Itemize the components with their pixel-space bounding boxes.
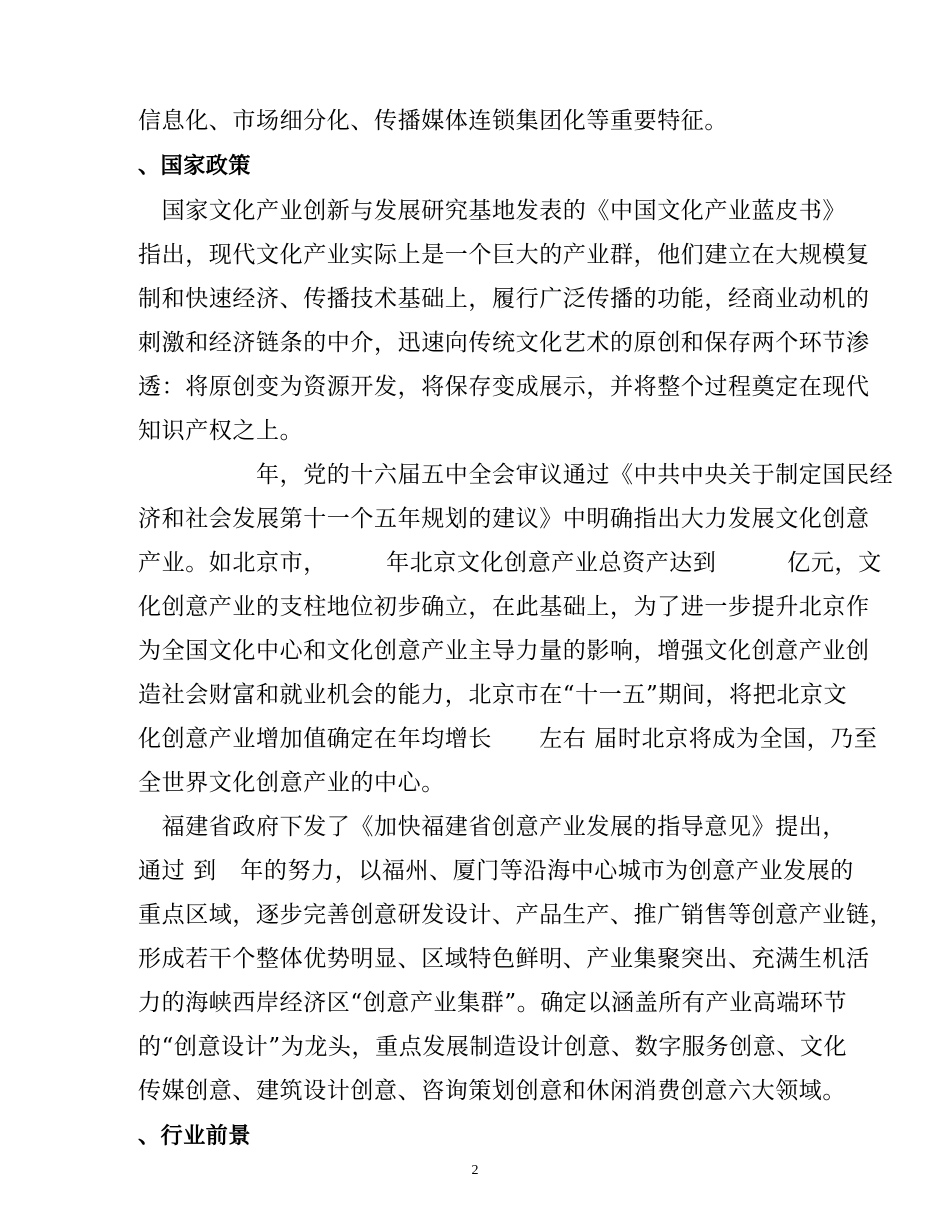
section-heading: 、行业前景 [138,1124,252,1149]
text-line: 力的海峡西岸经济区“创意产业集群”。确定以涵盖所有产业高端环节 [138,990,848,1016]
text-line: 形成若干个整体优势明显、区域特色鲜明、产业集聚突出、充满生机活 [138,946,870,972]
text-line: 福建省政府下发了《加快福建省创意产业发展的指导意见》提出， [138,814,846,840]
text-line: 为全国文化中心和文化创意产业主导力量的影响，增强文化创意产业创 [138,638,870,664]
text-line: 全世界文化创意产业的中心。 [138,770,445,796]
text-line: 造社会财富和就业机会的能力，北京市在“十一五”期间，将把北京文 [138,682,848,708]
text-line: 知识产权之上。 [138,418,304,444]
text-line: 刺激和经济链条的中介，迅速向传统文化艺术的原创和保存两个环节渗 [138,330,870,356]
text-line: 传媒创意、建筑设计创意、咨询策划创意和休闲消费创意六大领域。 [138,1078,846,1104]
text-line: 指出，现代文化产业实际上是一个巨大的产业群，他们建立在大规模复 [138,242,870,268]
text-line: 透：将原创变为资源开发，将保存变成展示，并将整个过程奠定在现代 [138,374,870,400]
page-number: 2 [471,1163,479,1178]
text-line: 产业。如北京市， 年北京文化创意产业总资产达到 亿元，文 [138,550,882,576]
text-line: 重点区域，逐步完善创意研发设计、产品生产、推广销售等创意产业链， [138,902,894,928]
section-heading: 、国家政策 [138,154,252,179]
text-line: 国家文化产业创新与发展研究基地发表的《中国文化产业蓝皮书》 [138,198,846,224]
text-line: 通过 到 年的努力，以福州、厦门等沿海中心城市为创意产业发展的 [138,858,854,884]
text-line: 信息化、市场细分化、传播媒体连锁集团化等重要特征。 [138,108,728,134]
text-line: 化创意产业的支柱地位初步确立，在此基础上，为了进一步提升北京作 [138,594,870,620]
text-line: 化创意产业增加值确定在年均增长 左右 届时北京将成为全国，乃至 [138,726,878,752]
text-line: 年，党的十六届五中全会审议通过《中共中央关于制定国民经 [138,462,894,488]
text-line: 济和社会发展第十一个五年规划的建议》中明确指出大力发展文化创意 [138,506,870,532]
text-line: 的“创意设计”为龙头，重点发展制造设计创意、数字服务创意、文化 [138,1034,848,1060]
text-line: 制和快速经济、传播技术基础上，履行广泛传播的功能，经商业动机的 [138,286,870,312]
